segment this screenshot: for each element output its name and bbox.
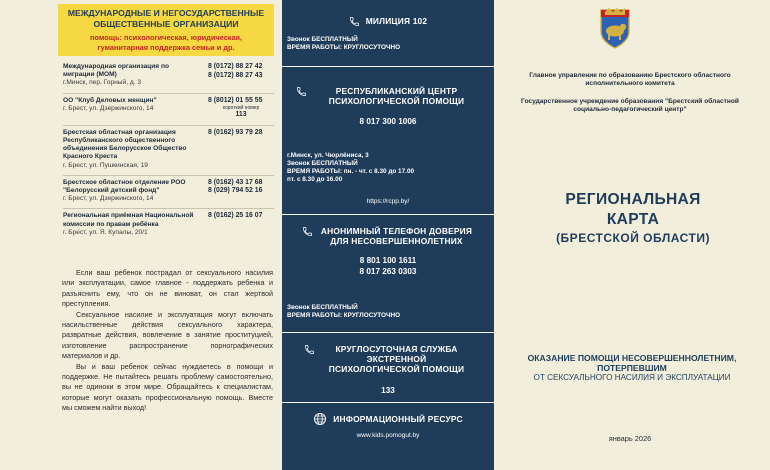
org-address: г.Минск, пер. Горный, д. 3 — [63, 79, 142, 87]
phone-icon — [304, 344, 315, 355]
section-divider — [282, 332, 494, 333]
org-item — [63, 126, 274, 176]
org-item — [63, 60, 274, 94]
emergency-section — [282, 344, 494, 396]
info-section — [282, 412, 494, 439]
rcpp-hours-friday: пт. с 8.30 до 16.00 — [287, 176, 343, 183]
police-hours: ВРЕМЯ РАБОТЫ: КРУГЛОСУТОЧНО — [287, 44, 401, 51]
org-address: г. Брест, ул. Я. Купалы, 20/1 — [63, 228, 148, 236]
org-name: Региональная приёмная Национальной комиссии по правам ребёнка — [63, 212, 194, 228]
org-phone: 8 (029) 794 52 16 — [208, 187, 263, 195]
rcpp-address: г.Минск, ул. Чюрлёниса, 3 — [287, 152, 369, 159]
org-item — [63, 209, 274, 242]
org-heading: МЕЖДУНАРОДНЫЕ И НЕГОСУДАРСТВЕННЫЕ ОБЩЕСТВЕННЫЕ ОРГАНИЗАЦИИ — [67, 8, 265, 29]
info-title: ИНФОРМАЦИОННЫЙ РЕСУРС — [333, 413, 463, 424]
police-call-info: Звонок БЕСПЛАТНЫЙ — [287, 36, 358, 43]
rcpp-hours: ВРЕМЯ РАБОТЫ: пн. - чт. с 8.30 до 17.00 — [287, 168, 415, 175]
advice-text — [62, 268, 273, 414]
main-title — [520, 190, 746, 246]
emergency-title: КРУГЛОСУТОЧНАЯ СЛУЖБА ЭКСТРЕННОЙ ПСИХОЛОГИЧЕСКОЙ ПОМОЩИ — [328, 344, 465, 375]
short-number-note: короткий номер — [222, 105, 260, 112]
info-link[interactable]: www.kids.pomogut.by — [356, 432, 420, 439]
org-name: Брестская областная организация Республиканского общественного объединения Белорусское Общество Красного Креста — [63, 128, 187, 161]
org-phone: 8 (0172) 88 27 42 — [208, 63, 263, 70]
org-name: Брестское областное отделение РОО "Белорусский детский фонд" — [63, 178, 186, 195]
emergency-phone: 133 — [381, 385, 395, 395]
rcpp-call-info: Звонок БЕСПЛАТНЫЙ — [287, 160, 358, 167]
anon-hours: ВРЕМЯ РАБОТЫ: КРУГЛОСУТОЧНО — [287, 312, 401, 319]
org-name: Международная организация по миграции (МОМ) — [63, 63, 169, 79]
police-section — [282, 16, 494, 27]
phone-icon — [349, 16, 360, 27]
advice-paragraph: Сексуальное насилие и эксплуатация могут включать насильственные действия сексуального характера, развратные действия, вовлечение в занятие проституцией, изготовление распространение порнографических материалов и др. — [62, 309, 273, 361]
police-title: МИЛИЦИЯ 102 — [365, 16, 428, 26]
rcpp-title: РЕСПУБЛИКАНСКИЙ ЦЕНТР ПСИХОЛОГИЧЕСКОЙ ПОМОЩИ — [328, 86, 465, 107]
issue-date: январь 2026 — [608, 434, 652, 443]
section-divider — [282, 66, 494, 67]
phone-icon — [302, 226, 313, 237]
advice-paragraph: Если ваш ребенок пострадал от сексуального насилия или эксплуатации, самое главное - поддержать ребенка и разъяснить ему, что он не виноват, он стал жертвой преступления. — [62, 268, 273, 309]
help-subtitle — [516, 353, 748, 383]
rcpp-section — [282, 86, 494, 127]
org-address: г. Брест, ул. Дзержинского, 14 — [63, 104, 154, 112]
org-phone: 8 (8012) 01 55 55 — [208, 96, 263, 104]
org-list — [63, 60, 274, 242]
anon-call-info: Звонок БЕСПЛАТНЫЙ — [287, 304, 358, 311]
org-phone: 8 (0162) 25 16 07 — [208, 212, 263, 220]
ministry-heading: Главное управление по образованию Брестского областного исполнительного комитета — [529, 72, 731, 88]
org-phone: 8 (0162) 43 17 68 — [208, 178, 263, 186]
anon-phone: 8 017 263 0303 — [359, 267, 417, 277]
institution-heading: Государственное учреждение образования "Брестский областной социально-педагогический центр" — [521, 98, 739, 114]
globe-icon — [313, 412, 327, 426]
main-title-line: РЕГИОНАЛЬНАЯ — [565, 191, 701, 208]
org-phone: 8 (0172) 88 27 43 — [208, 71, 263, 79]
main-title-region: (БРЕСТСКОЙ ОБЛАСТИ) — [556, 231, 710, 245]
rcpp-link[interactable]: https://rcpp.by/ — [366, 198, 410, 205]
anon-section — [282, 226, 494, 277]
section-divider — [282, 214, 494, 215]
org-name: ОО "Клуб Деловых женщин" — [63, 96, 157, 104]
anon-title: АНОНИМНЫЙ ТЕЛЕФОН ДОВЕРИЯ ДЛЯ НЕСОВЕРШЕННОЛЕТНИХ — [320, 226, 473, 247]
help-subtitle-bold: ОКАЗАНИЕ ПОМОЩИ НЕСОВЕРШЕННОЛЕТНИМ, ПОТЕРПЕВШИМ — [527, 353, 737, 373]
anon-phone: 8 801 100 1611 — [359, 256, 417, 266]
main-title-line: КАРТА — [606, 211, 660, 228]
org-subheading: помощь: психологическая, юридическая, гуманитарная поддержка семьи и др. — [89, 33, 242, 52]
phone-icon — [296, 86, 307, 97]
rcpp-phone: 8 017 300 1006 — [359, 117, 417, 127]
middle-panel — [282, 0, 494, 470]
org-item — [63, 94, 274, 126]
org-address: г. Брест, ул. Пушкинская, 19 — [63, 161, 148, 169]
org-phone: 8 (0162) 93 79 28 — [208, 128, 263, 136]
org-item — [63, 176, 274, 210]
org-short-number: 113 — [235, 111, 247, 119]
brest-region-crest-icon — [598, 6, 632, 50]
help-subtitle-regular: ОТ СЕКСУАЛЬНОГО НАСИЛИЯ И ЭКСПЛУАТАЦИИ — [533, 373, 731, 382]
org-address: г. Брест, ул. Дзержинского, 14 — [63, 195, 154, 203]
org-heading-box — [58, 4, 274, 56]
advice-paragraph: Вы и ваш ребенок сейчас нуждаетесь в помощи и поддержке. Не пытайтесь решать проблему самостоятельно, вы не одиноки в этом мире. Обращайтесь к специалистам, которые могут оказать профессиональную помощь. Вместе мы сможем найти выход! — [62, 361, 273, 413]
section-divider — [282, 402, 494, 403]
